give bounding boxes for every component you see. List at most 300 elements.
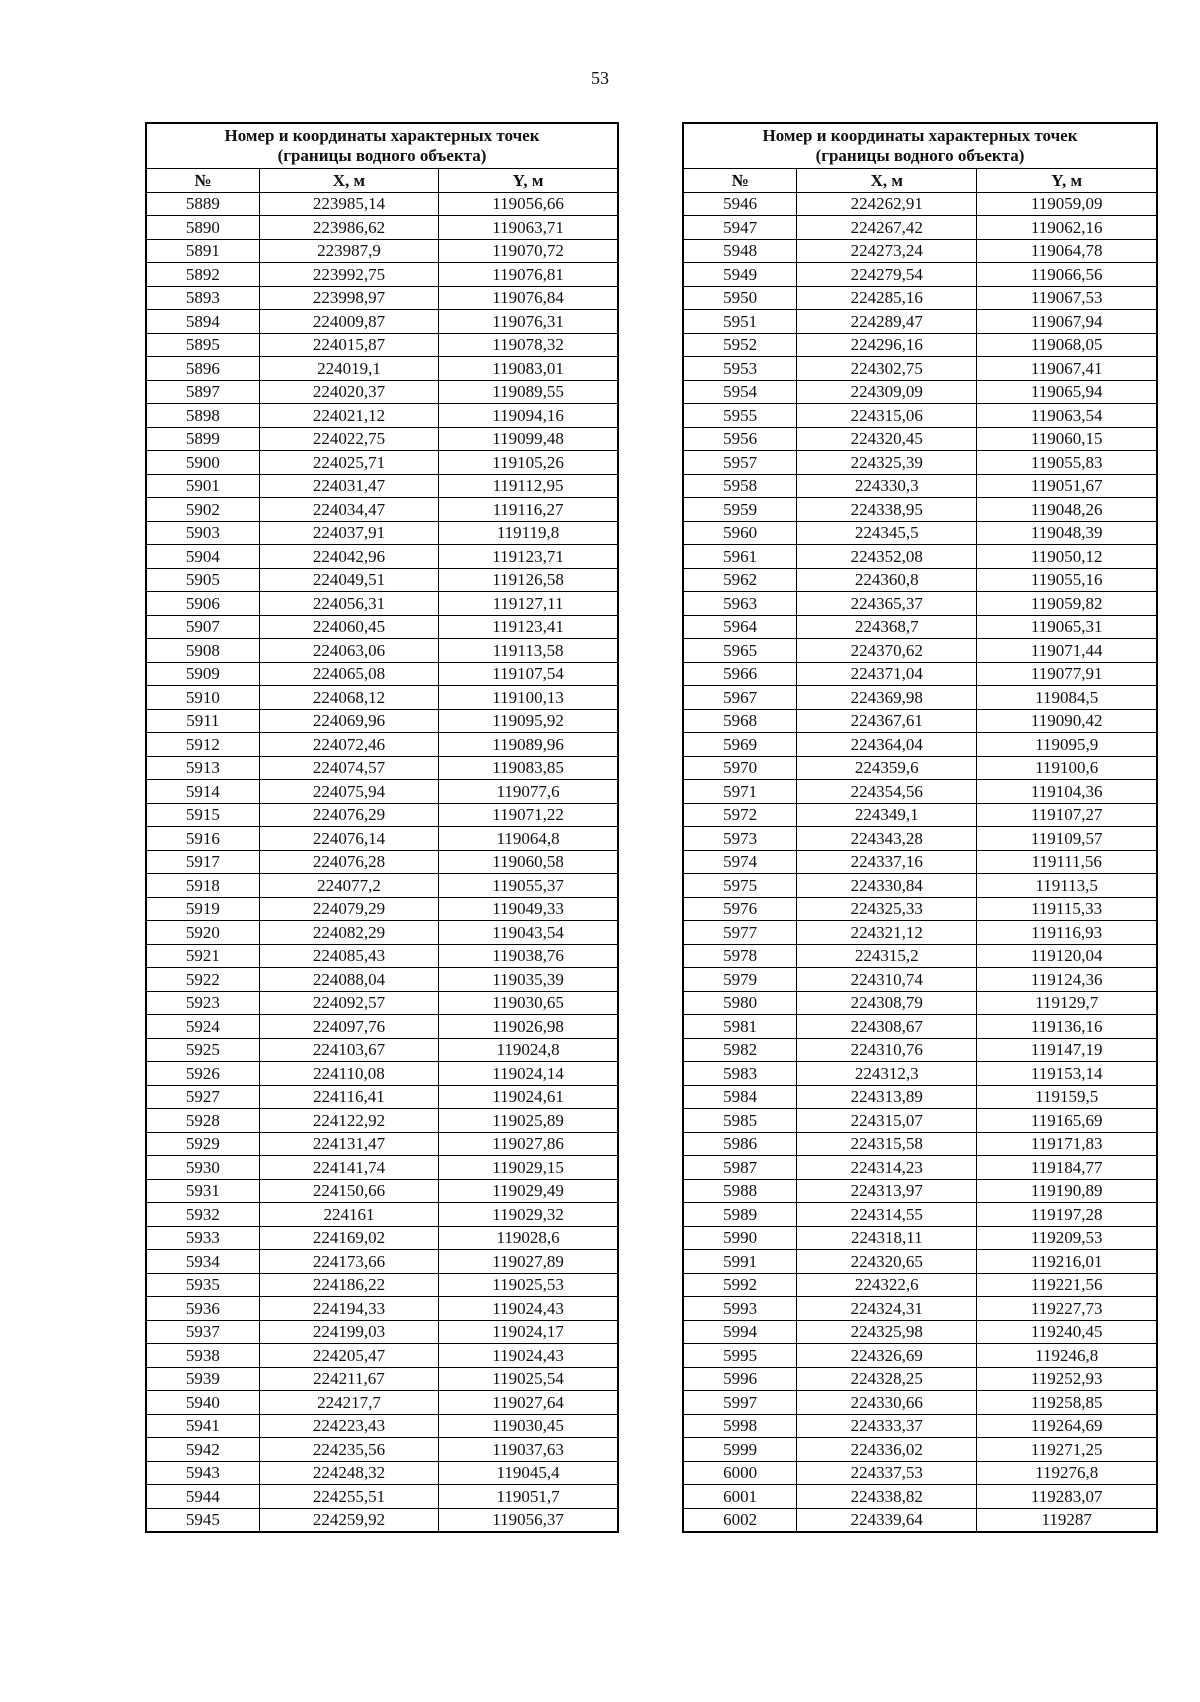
table-row: [683, 968, 1157, 992]
y-coordinate-cell: 119035,39: [439, 968, 618, 992]
table-row: [146, 662, 618, 686]
y-coordinate-cell: 119048,26: [977, 498, 1157, 522]
table-row: [683, 263, 1157, 287]
y-coordinate-cell: 119115,33: [977, 897, 1157, 921]
table-row: [683, 1062, 1157, 1086]
table-row: [683, 1273, 1157, 1297]
point-number-cell: 5918: [146, 874, 259, 898]
y-coordinate-cell: 119024,43: [439, 1297, 618, 1321]
x-coordinate-cell: 224309,09: [797, 380, 977, 404]
point-number-cell: 5928: [146, 1109, 259, 1133]
point-number-cell: 5994: [683, 1320, 797, 1344]
point-number-cell: 5925: [146, 1038, 259, 1062]
point-number-cell: 5961: [683, 545, 797, 569]
point-number-cell: 5986: [683, 1132, 797, 1156]
table-row: [683, 1203, 1157, 1227]
point-number-cell: 5920: [146, 921, 259, 945]
table-row: [683, 1179, 1157, 1203]
x-coordinate-cell: 224022,75: [259, 427, 438, 451]
point-number-cell: 5949: [683, 263, 797, 287]
table-row: [683, 874, 1157, 898]
x-coordinate-cell: 224315,58: [797, 1132, 977, 1156]
table-row: [146, 897, 618, 921]
point-number-cell: 5939: [146, 1367, 259, 1391]
point-number-cell: 5998: [683, 1414, 797, 1438]
point-number-cell: 5946: [683, 192, 797, 216]
y-coordinate-cell: 119258,85: [977, 1391, 1157, 1415]
point-number-cell: 5934: [146, 1250, 259, 1274]
point-number-cell: 5914: [146, 780, 259, 804]
x-coordinate-cell: 224085,43: [259, 944, 438, 968]
table-body: [683, 192, 1157, 1532]
y-coordinate-cell: 119065,31: [977, 615, 1157, 639]
y-coordinate-cell: 119104,36: [977, 780, 1157, 804]
table-row: [146, 850, 618, 874]
table-row: [683, 192, 1157, 216]
point-number-cell: 5940: [146, 1391, 259, 1415]
y-coordinate-cell: 119063,54: [977, 404, 1157, 428]
x-coordinate-cell: 224325,33: [797, 897, 977, 921]
table-row: [146, 286, 618, 310]
y-coordinate-cell: 119136,16: [977, 1015, 1157, 1039]
table-row: [683, 803, 1157, 827]
x-coordinate-cell: 224371,04: [797, 662, 977, 686]
x-coordinate-cell: 224076,14: [259, 827, 438, 851]
y-coordinate-cell: 119126,58: [439, 568, 618, 592]
table-row: [146, 921, 618, 945]
point-number-cell: 5978: [683, 944, 797, 968]
point-number-cell: 5976: [683, 897, 797, 921]
point-number-cell: 5969: [683, 733, 797, 757]
y-coordinate-cell: 119076,81: [439, 263, 618, 287]
x-coordinate-cell: 224262,91: [797, 192, 977, 216]
table-row: [683, 1414, 1157, 1438]
x-coordinate-cell: 224075,94: [259, 780, 438, 804]
point-number-cell: 5933: [146, 1226, 259, 1250]
x-coordinate-cell: 224076,29: [259, 803, 438, 827]
y-coordinate-cell: 119113,5: [977, 874, 1157, 898]
table-row: [146, 239, 618, 263]
table-row: [683, 333, 1157, 357]
point-number-cell: 6000: [683, 1461, 797, 1485]
y-coordinate-cell: 119123,41: [439, 615, 618, 639]
y-coordinate-cell: 119029,15: [439, 1156, 618, 1180]
y-coordinate-cell: 119197,28: [977, 1203, 1157, 1227]
x-coordinate-cell: 224310,74: [797, 968, 977, 992]
x-coordinate-cell: 224338,95: [797, 498, 977, 522]
table-row: [683, 545, 1157, 569]
y-coordinate-cell: 119276,8: [977, 1461, 1157, 1485]
table-row: [683, 427, 1157, 451]
x-coordinate-cell: 224141,74: [259, 1156, 438, 1180]
point-number-cell: 5966: [683, 662, 797, 686]
table-row: [146, 1132, 618, 1156]
table-body: [146, 192, 618, 1532]
column-header-x: X, м: [259, 169, 438, 193]
point-number-cell: 5906: [146, 592, 259, 616]
point-number-cell: 5993: [683, 1297, 797, 1321]
y-coordinate-cell: 119027,86: [439, 1132, 618, 1156]
x-coordinate-cell: 224321,12: [797, 921, 977, 945]
point-number-cell: 5979: [683, 968, 797, 992]
y-coordinate-cell: 119025,89: [439, 1109, 618, 1133]
table-row: [146, 1038, 618, 1062]
x-coordinate-cell: 223986,62: [259, 216, 438, 240]
point-number-cell: 5899: [146, 427, 259, 451]
x-coordinate-cell: 224328,25: [797, 1367, 977, 1391]
table-row: [146, 427, 618, 451]
y-coordinate-cell: 119107,54: [439, 662, 618, 686]
y-coordinate-cell: 119089,55: [439, 380, 618, 404]
point-number-cell: 5908: [146, 639, 259, 663]
x-coordinate-cell: 224315,07: [797, 1109, 977, 1133]
y-coordinate-cell: 119067,94: [977, 310, 1157, 334]
point-number-cell: 5950: [683, 286, 797, 310]
table-row: [146, 310, 618, 334]
x-coordinate-cell: 223985,14: [259, 192, 438, 216]
table-row: [683, 239, 1157, 263]
table-row: [146, 192, 618, 216]
point-number-cell: 5962: [683, 568, 797, 592]
point-number-cell: 5951: [683, 310, 797, 334]
point-number-cell: 5944: [146, 1485, 259, 1509]
x-coordinate-cell: 224365,37: [797, 592, 977, 616]
y-coordinate-cell: 119071,44: [977, 639, 1157, 663]
y-coordinate-cell: 119112,95: [439, 474, 618, 498]
point-number-cell: 5981: [683, 1015, 797, 1039]
y-coordinate-cell: 119028,6: [439, 1226, 618, 1250]
y-coordinate-cell: 119099,48: [439, 427, 618, 451]
point-number-cell: 5977: [683, 921, 797, 945]
point-number-cell: 5890: [146, 216, 259, 240]
x-coordinate-cell: 224308,79: [797, 991, 977, 1015]
y-coordinate-cell: 119055,83: [977, 451, 1157, 475]
point-number-cell: 5999: [683, 1438, 797, 1462]
y-coordinate-cell: 119026,98: [439, 1015, 618, 1039]
table-row: [683, 404, 1157, 428]
point-number-cell: 5891: [146, 239, 259, 263]
point-number-cell: 5895: [146, 333, 259, 357]
table-row: [683, 568, 1157, 592]
y-coordinate-cell: 119287: [977, 1508, 1157, 1532]
y-coordinate-cell: 119076,31: [439, 310, 618, 334]
point-number-cell: 5984: [683, 1085, 797, 1109]
x-coordinate-cell: 223992,75: [259, 263, 438, 287]
y-coordinate-cell: 119077,91: [977, 662, 1157, 686]
point-number-cell: 5913: [146, 756, 259, 780]
point-number-cell: 5916: [146, 827, 259, 851]
y-coordinate-cell: 119227,73: [977, 1297, 1157, 1321]
table-row: [146, 803, 618, 827]
x-coordinate-cell: 224310,76: [797, 1038, 977, 1062]
x-coordinate-cell: 224205,47: [259, 1344, 438, 1368]
table-row: [683, 756, 1157, 780]
point-number-cell: 5909: [146, 662, 259, 686]
point-number-cell: 5912: [146, 733, 259, 757]
x-coordinate-cell: 224068,12: [259, 686, 438, 710]
x-coordinate-cell: 224060,45: [259, 615, 438, 639]
y-coordinate-cell: 119030,45: [439, 1414, 618, 1438]
x-coordinate-cell: 224186,22: [259, 1273, 438, 1297]
y-coordinate-cell: 119055,16: [977, 568, 1157, 592]
table-row: [146, 1485, 618, 1509]
point-number-cell: 5992: [683, 1273, 797, 1297]
x-coordinate-cell: 224199,03: [259, 1320, 438, 1344]
x-coordinate-cell: 224072,46: [259, 733, 438, 757]
y-coordinate-cell: 119045,4: [439, 1461, 618, 1485]
x-coordinate-cell: 224315,2: [797, 944, 977, 968]
table-row: [683, 1226, 1157, 1250]
x-coordinate-cell: 224076,28: [259, 850, 438, 874]
table-title-line1: Номер и координаты характерных точек: [762, 126, 1078, 145]
x-coordinate-cell: 224211,67: [259, 1367, 438, 1391]
y-coordinate-cell: 119076,84: [439, 286, 618, 310]
table-row: [683, 1297, 1157, 1321]
table-row: [146, 216, 618, 240]
point-number-cell: 5923: [146, 991, 259, 1015]
table-row: [146, 404, 618, 428]
x-coordinate-cell: 223998,97: [259, 286, 438, 310]
x-coordinate-cell: 224330,66: [797, 1391, 977, 1415]
table-row: [146, 474, 618, 498]
point-number-cell: 5953: [683, 357, 797, 381]
point-number-cell: 5972: [683, 803, 797, 827]
x-coordinate-cell: 224169,02: [259, 1226, 438, 1250]
x-coordinate-cell: 224364,04: [797, 733, 977, 757]
x-coordinate-cell: 224063,06: [259, 639, 438, 663]
point-number-cell: 5902: [146, 498, 259, 522]
y-coordinate-cell: 119067,41: [977, 357, 1157, 381]
table-row: [683, 310, 1157, 334]
y-coordinate-cell: 119216,01: [977, 1250, 1157, 1274]
y-coordinate-cell: 119190,89: [977, 1179, 1157, 1203]
y-coordinate-cell: 119221,56: [977, 1273, 1157, 1297]
y-coordinate-cell: 119283,07: [977, 1485, 1157, 1509]
table-row: [146, 1250, 618, 1274]
y-coordinate-cell: 119051,7: [439, 1485, 618, 1509]
point-number-cell: 5989: [683, 1203, 797, 1227]
x-coordinate-cell: 224020,37: [259, 380, 438, 404]
x-coordinate-cell: 224367,61: [797, 709, 977, 733]
x-coordinate-cell: 224314,55: [797, 1203, 977, 1227]
y-coordinate-cell: 119113,58: [439, 639, 618, 663]
point-number-cell: 5924: [146, 1015, 259, 1039]
x-coordinate-cell: 224320,65: [797, 1250, 977, 1274]
point-number-cell: 5905: [146, 568, 259, 592]
x-coordinate-cell: 224103,67: [259, 1038, 438, 1062]
table-row: [683, 733, 1157, 757]
table-row: [683, 780, 1157, 804]
point-number-cell: 6001: [683, 1485, 797, 1509]
table-row: [683, 1391, 1157, 1415]
column-header-number: №: [683, 169, 797, 193]
y-coordinate-cell: 119029,32: [439, 1203, 618, 1227]
point-number-cell: 5901: [146, 474, 259, 498]
y-coordinate-cell: 119063,71: [439, 216, 618, 240]
table-row: [683, 1156, 1157, 1180]
point-number-cell: 5963: [683, 592, 797, 616]
y-coordinate-cell: 119127,11: [439, 592, 618, 616]
y-coordinate-cell: 119209,53: [977, 1226, 1157, 1250]
point-number-cell: 5954: [683, 380, 797, 404]
x-coordinate-cell: 224313,89: [797, 1085, 977, 1109]
y-coordinate-cell: 119064,8: [439, 827, 618, 851]
x-coordinate-cell: 224302,75: [797, 357, 977, 381]
table-row: [683, 1367, 1157, 1391]
table-row: [683, 1461, 1157, 1485]
table-row: [683, 498, 1157, 522]
table-row: [146, 545, 618, 569]
page-number: 53: [591, 68, 609, 88]
x-coordinate-cell: 224173,66: [259, 1250, 438, 1274]
table-row: [683, 1320, 1157, 1344]
point-number-cell: 5995: [683, 1344, 797, 1368]
table-row: [146, 380, 618, 404]
point-number-cell: 5904: [146, 545, 259, 569]
table-row: [683, 474, 1157, 498]
x-coordinate-cell: 224150,66: [259, 1179, 438, 1203]
point-number-cell: 5987: [683, 1156, 797, 1180]
x-coordinate-cell: 224320,45: [797, 427, 977, 451]
x-coordinate-cell: 224097,76: [259, 1015, 438, 1039]
x-coordinate-cell: 224037,91: [259, 521, 438, 545]
x-coordinate-cell: 224021,12: [259, 404, 438, 428]
table-row: [683, 1015, 1157, 1039]
y-coordinate-cell: 119077,6: [439, 780, 618, 804]
x-coordinate-cell: 224285,16: [797, 286, 977, 310]
table-row: [683, 1038, 1157, 1062]
y-coordinate-cell: 119024,61: [439, 1085, 618, 1109]
x-coordinate-cell: 224360,8: [797, 568, 977, 592]
x-coordinate-cell: 224308,67: [797, 1015, 977, 1039]
coordinates-table-right: [682, 122, 1158, 1533]
table-row: [683, 686, 1157, 710]
table-row: [683, 850, 1157, 874]
point-number-cell: 5965: [683, 639, 797, 663]
y-coordinate-cell: 119083,85: [439, 756, 618, 780]
point-number-cell: 5932: [146, 1203, 259, 1227]
y-coordinate-cell: 119055,37: [439, 874, 618, 898]
point-number-cell: 5936: [146, 1297, 259, 1321]
table-row: [146, 1320, 618, 1344]
table-row: [146, 592, 618, 616]
x-coordinate-cell: 224223,43: [259, 1414, 438, 1438]
point-number-cell: 5907: [146, 615, 259, 639]
y-coordinate-cell: 119095,92: [439, 709, 618, 733]
y-coordinate-cell: 119271,25: [977, 1438, 1157, 1462]
x-coordinate-cell: 224110,08: [259, 1062, 438, 1086]
table-row: [146, 1109, 618, 1133]
x-coordinate-cell: 224325,39: [797, 451, 977, 475]
table-row: [146, 498, 618, 522]
y-coordinate-cell: 119027,89: [439, 1250, 618, 1274]
y-coordinate-cell: 119129,7: [977, 991, 1157, 1015]
x-coordinate-cell: 224069,96: [259, 709, 438, 733]
y-coordinate-cell: 119111,56: [977, 850, 1157, 874]
y-coordinate-cell: 119050,12: [977, 545, 1157, 569]
point-number-cell: 5982: [683, 1038, 797, 1062]
y-coordinate-cell: 119037,63: [439, 1438, 618, 1462]
point-number-cell: 5956: [683, 427, 797, 451]
x-coordinate-cell: 223987,9: [259, 239, 438, 263]
y-coordinate-cell: 119060,58: [439, 850, 618, 874]
x-coordinate-cell: 224368,7: [797, 615, 977, 639]
point-number-cell: 5898: [146, 404, 259, 428]
table-row: [146, 874, 618, 898]
column-header-y: Y, м: [439, 169, 618, 193]
point-number-cell: 5941: [146, 1414, 259, 1438]
table-row: [683, 921, 1157, 945]
table-row: [683, 1344, 1157, 1368]
point-number-cell: 5945: [146, 1508, 259, 1532]
point-number-cell: 5929: [146, 1132, 259, 1156]
y-coordinate-cell: 119059,09: [977, 192, 1157, 216]
x-coordinate-cell: 224161: [259, 1203, 438, 1227]
y-coordinate-cell: 119083,01: [439, 357, 618, 381]
y-coordinate-cell: 119071,22: [439, 803, 618, 827]
y-coordinate-cell: 119116,27: [439, 498, 618, 522]
point-number-cell: 5919: [146, 897, 259, 921]
table-row: [146, 615, 618, 639]
x-coordinate-cell: 224009,87: [259, 310, 438, 334]
table-row: [683, 451, 1157, 475]
y-coordinate-cell: 119043,54: [439, 921, 618, 945]
table-row: [146, 1344, 618, 1368]
point-number-cell: 5911: [146, 709, 259, 733]
x-coordinate-cell: 224259,92: [259, 1508, 438, 1532]
x-coordinate-cell: 224330,84: [797, 874, 977, 898]
x-coordinate-cell: 224279,54: [797, 263, 977, 287]
table-row: [683, 1132, 1157, 1156]
y-coordinate-cell: 119107,27: [977, 803, 1157, 827]
x-coordinate-cell: 224349,1: [797, 803, 977, 827]
point-number-cell: 5970: [683, 756, 797, 780]
y-coordinate-cell: 119038,76: [439, 944, 618, 968]
y-coordinate-cell: 119124,36: [977, 968, 1157, 992]
point-number-cell: 6002: [683, 1508, 797, 1532]
y-coordinate-cell: 119030,65: [439, 991, 618, 1015]
y-coordinate-cell: 119027,64: [439, 1391, 618, 1415]
point-number-cell: 5990: [683, 1226, 797, 1250]
y-coordinate-cell: 119062,16: [977, 216, 1157, 240]
x-coordinate-cell: 224273,24: [797, 239, 977, 263]
y-coordinate-cell: 119264,69: [977, 1414, 1157, 1438]
table-row: [683, 639, 1157, 663]
y-coordinate-cell: 119059,82: [977, 592, 1157, 616]
y-coordinate-cell: 119064,78: [977, 239, 1157, 263]
y-coordinate-cell: 119029,49: [439, 1179, 618, 1203]
table-row: [146, 521, 618, 545]
x-coordinate-cell: 224354,56: [797, 780, 977, 804]
table-row: [683, 1485, 1157, 1509]
table-row: [146, 1179, 618, 1203]
point-number-cell: 5959: [683, 498, 797, 522]
table-row: [683, 1250, 1157, 1274]
point-number-cell: 5893: [146, 286, 259, 310]
table-row: [146, 991, 618, 1015]
y-coordinate-cell: 119100,13: [439, 686, 618, 710]
y-coordinate-cell: 119147,19: [977, 1038, 1157, 1062]
y-coordinate-cell: 119116,93: [977, 921, 1157, 945]
y-coordinate-cell: 119056,66: [439, 192, 618, 216]
x-coordinate-cell: 224074,57: [259, 756, 438, 780]
x-coordinate-cell: 224248,32: [259, 1461, 438, 1485]
table-row: [683, 1085, 1157, 1109]
y-coordinate-cell: 119171,83: [977, 1132, 1157, 1156]
x-coordinate-cell: 224015,87: [259, 333, 438, 357]
y-coordinate-cell: 119049,33: [439, 897, 618, 921]
point-number-cell: 5937: [146, 1320, 259, 1344]
